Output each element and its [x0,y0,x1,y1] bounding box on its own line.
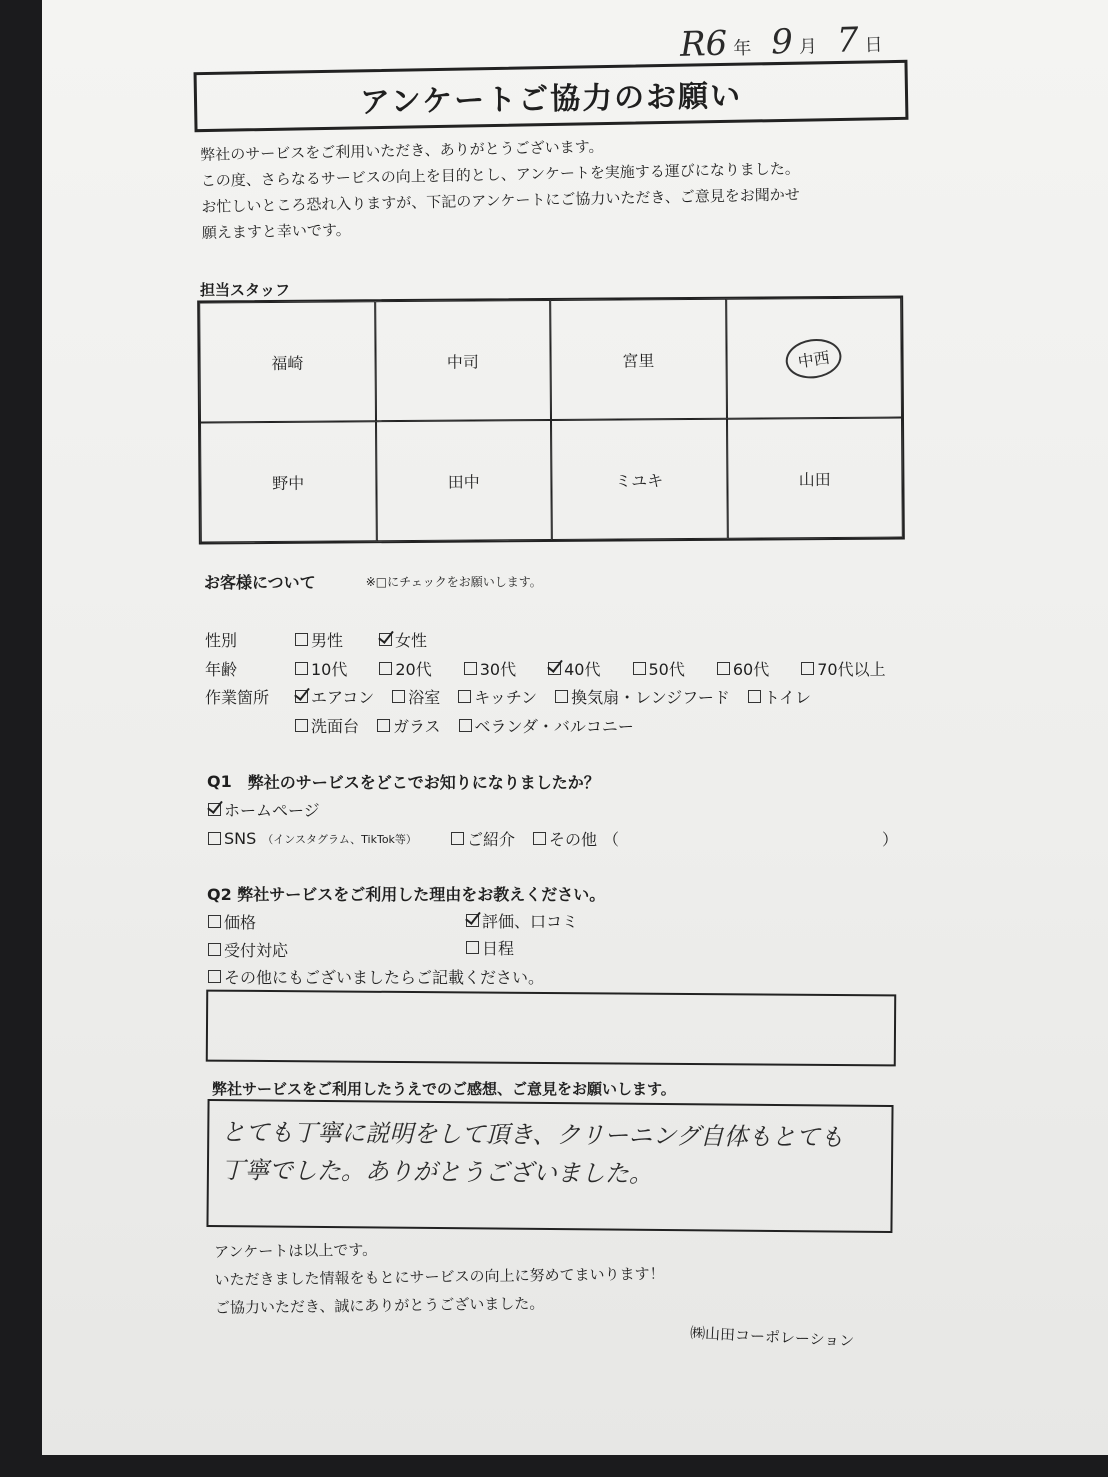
checkbox-checked[interactable] [295,690,308,703]
q1-question: 弊社のサービスをどこでお知りになりましたか？ [247,773,600,792]
option-label: エアコン [311,688,375,707]
date-day: 7 [836,20,860,61]
work-option[interactable] [459,714,634,737]
page-title: アンケートご協力のお願い [194,60,909,132]
checkbox[interactable] [464,662,477,675]
date-month-unit: 月 [798,36,818,58]
age-option[interactable] [801,657,885,680]
option-label: 洗面台 [311,717,360,736]
checkbox-checked[interactable] [379,633,392,646]
checkbox[interactable] [717,662,730,675]
intro-line: お忙しいところ恐れ入りますが、下記のアンケートにご協力いただき、ご意見をお聞かせ [201,185,800,216]
checkbox[interactable] [379,662,392,675]
closing-text [214,1232,665,1322]
q2-schedule-option[interactable] [466,936,514,959]
intro-line: 弊社のサービスをご利用いただき、ありがとうございます。 [200,137,604,164]
company-name: ㈱山田コーポレーション [689,1323,855,1351]
staff-name: 山田 [798,469,831,489]
staff-cell[interactable] [551,419,727,540]
option-label: 換気扇・レンジフード [571,688,730,707]
paren-close: ） [881,830,898,849]
customer-note: ※□にチェックをお願いします。 [365,575,542,589]
age-option[interactable] [633,657,685,680]
staff-cell-selected[interactable] [726,298,902,419]
work-row-1 [205,685,829,708]
q1-header [207,770,600,793]
closing-line: ご協力いただき、誠にありがとうございました。 [214,1294,545,1317]
comment-header [212,1078,676,1099]
intro-text [200,127,902,246]
q1-label: Q1 [207,772,232,791]
checkbox-checked[interactable] [548,662,561,675]
staff-cell[interactable] [550,299,726,420]
age-option[interactable] [379,657,431,680]
q2-header [207,882,605,905]
option-label: SNS [224,829,257,848]
q2-question: Q2 弊社サービスをご利用した理由をお教えください。 [207,885,606,904]
staff-label: 担当スタッフ [200,281,291,299]
work-row-2 [295,714,652,737]
gender-label: 性別 [205,631,238,650]
option-label: トイレ [763,688,812,707]
option-label: 女性 [395,631,428,650]
customer-header [204,570,542,593]
q1-row-1 [208,798,338,821]
staff-cell[interactable] [376,420,552,541]
q1-other-option[interactable] [533,827,619,850]
checkbox[interactable] [392,690,405,703]
work-option-checked[interactable] [295,685,374,708]
q2-other-textbox[interactable] [206,990,896,1067]
staff-name: 田中 [447,471,480,492]
checkbox[interactable] [458,690,471,703]
age-row [205,657,904,680]
age-option[interactable] [717,657,769,680]
age-option[interactable] [464,657,516,680]
checkbox[interactable] [377,719,390,732]
option-label: 70代以上 [817,660,886,679]
work-option[interactable] [295,714,359,737]
gender-female-option[interactable] [379,628,427,651]
staff-cell[interactable] [726,418,902,539]
checkbox[interactable] [208,970,221,983]
checkbox[interactable] [801,662,814,675]
option-label: 30代 [479,660,517,679]
option-label: ベランダ・バルコニー [474,717,634,736]
age-option-checked[interactable] [548,657,600,680]
q2-reception-option[interactable] [208,938,288,961]
gender-male-option[interactable] [295,628,343,651]
staff-name-circled: 中西 [783,335,844,382]
work-option[interactable] [555,685,730,708]
sns-note: （インスタグラム、TikTok等） [262,832,417,846]
comment-line: とても丁寧に説明をして頂き、クリーニング自体もとても [221,1118,844,1152]
option-label: その他にもございましたらご記載ください。 [224,968,545,987]
staff-cell[interactable] [375,300,551,421]
option-label: 50代 [648,660,685,679]
option-label: 受付対応 [224,941,289,960]
closing-line: いただきました情報をもとにサービスの向上に努めてまいります！ [214,1264,665,1289]
checkbox[interactable] [208,832,221,845]
work-option[interactable] [748,685,811,708]
option-label: 20代 [395,660,432,679]
date-handwritten [680,19,897,65]
checkbox[interactable] [748,690,761,703]
staff-name: 宮里 [622,350,655,371]
staff-cell[interactable] [200,421,376,542]
intro-line: 願えますと幸いです。 [201,220,351,242]
staff-name: 福崎 [271,353,304,373]
option-label: 40代 [564,660,601,679]
age-label: 年齢 [205,660,238,679]
option-label: 10代 [311,660,348,679]
checkbox[interactable] [295,633,308,646]
staff-name: 野中 [272,473,305,493]
checkbox[interactable] [208,943,221,956]
checkbox-checked[interactable] [208,803,221,816]
comment-handwritten [221,1113,882,1195]
customer-label: お客様について [204,573,316,592]
age-option[interactable] [295,657,347,680]
checkbox[interactable] [451,832,464,845]
checkbox[interactable] [459,719,472,732]
option-label: 日程 [482,939,515,958]
q1-homepage-option[interactable] [208,798,320,821]
q1-sns-option[interactable] [208,829,417,848]
survey-sheet [42,0,1108,1455]
work-option[interactable] [392,685,440,708]
staff-cell[interactable] [199,301,375,422]
q2-review-option[interactable] [466,909,578,932]
work-label: 作業箇所 [205,688,270,707]
q1-referral-option[interactable] [451,827,515,850]
option-label: 価格 [224,913,257,932]
q2-price-option[interactable] [208,910,256,933]
work-option[interactable] [458,685,537,708]
q1-row-2 [208,827,898,850]
checkbox[interactable] [295,719,308,732]
date-month: 9 [770,21,794,63]
staff-grid [197,296,905,545]
comment-line: 丁寧でした。ありがとうございました。 [220,1156,654,1188]
option-label: ホームページ [224,801,320,820]
date-era-year: R6 [679,23,728,65]
comment-label: 弊社サービスをご利用したうえでのご感想、ご意見をお願いします。 [212,1080,676,1098]
checkbox[interactable] [208,915,221,928]
staff-name: 中司 [446,352,479,372]
option-label: 評価、口コミ [482,912,579,931]
paren-open: （ [602,830,619,849]
work-option[interactable] [377,714,441,737]
gender-row [205,628,445,651]
comment-box[interactable] [206,1099,893,1233]
closing-line: アンケートは以上です。 [214,1240,378,1261]
option-label: その他 [548,830,597,849]
option-label: 60代 [732,660,770,679]
date-year-unit: 年 [733,37,752,60]
intro-line: この度、さらなるサービスの向上を目的とし、アンケートを実施する運びになりました。 [200,159,800,190]
date-day-unit: 日 [864,34,883,56]
checkbox[interactable] [466,941,479,954]
checkbox[interactable] [295,662,308,675]
option-label: ガラス [393,717,441,736]
staff-name: ミユキ [615,470,664,491]
q2-other-option[interactable] [208,965,544,988]
checkbox[interactable] [555,690,568,703]
option-label: ご紹介 [466,830,515,849]
option-label: 浴室 [408,688,441,707]
checkbox[interactable] [533,832,546,845]
checkbox[interactable] [633,662,646,675]
checkbox-checked[interactable] [466,914,479,927]
option-label: 男性 [311,631,344,650]
option-label: キッチン [474,688,538,707]
